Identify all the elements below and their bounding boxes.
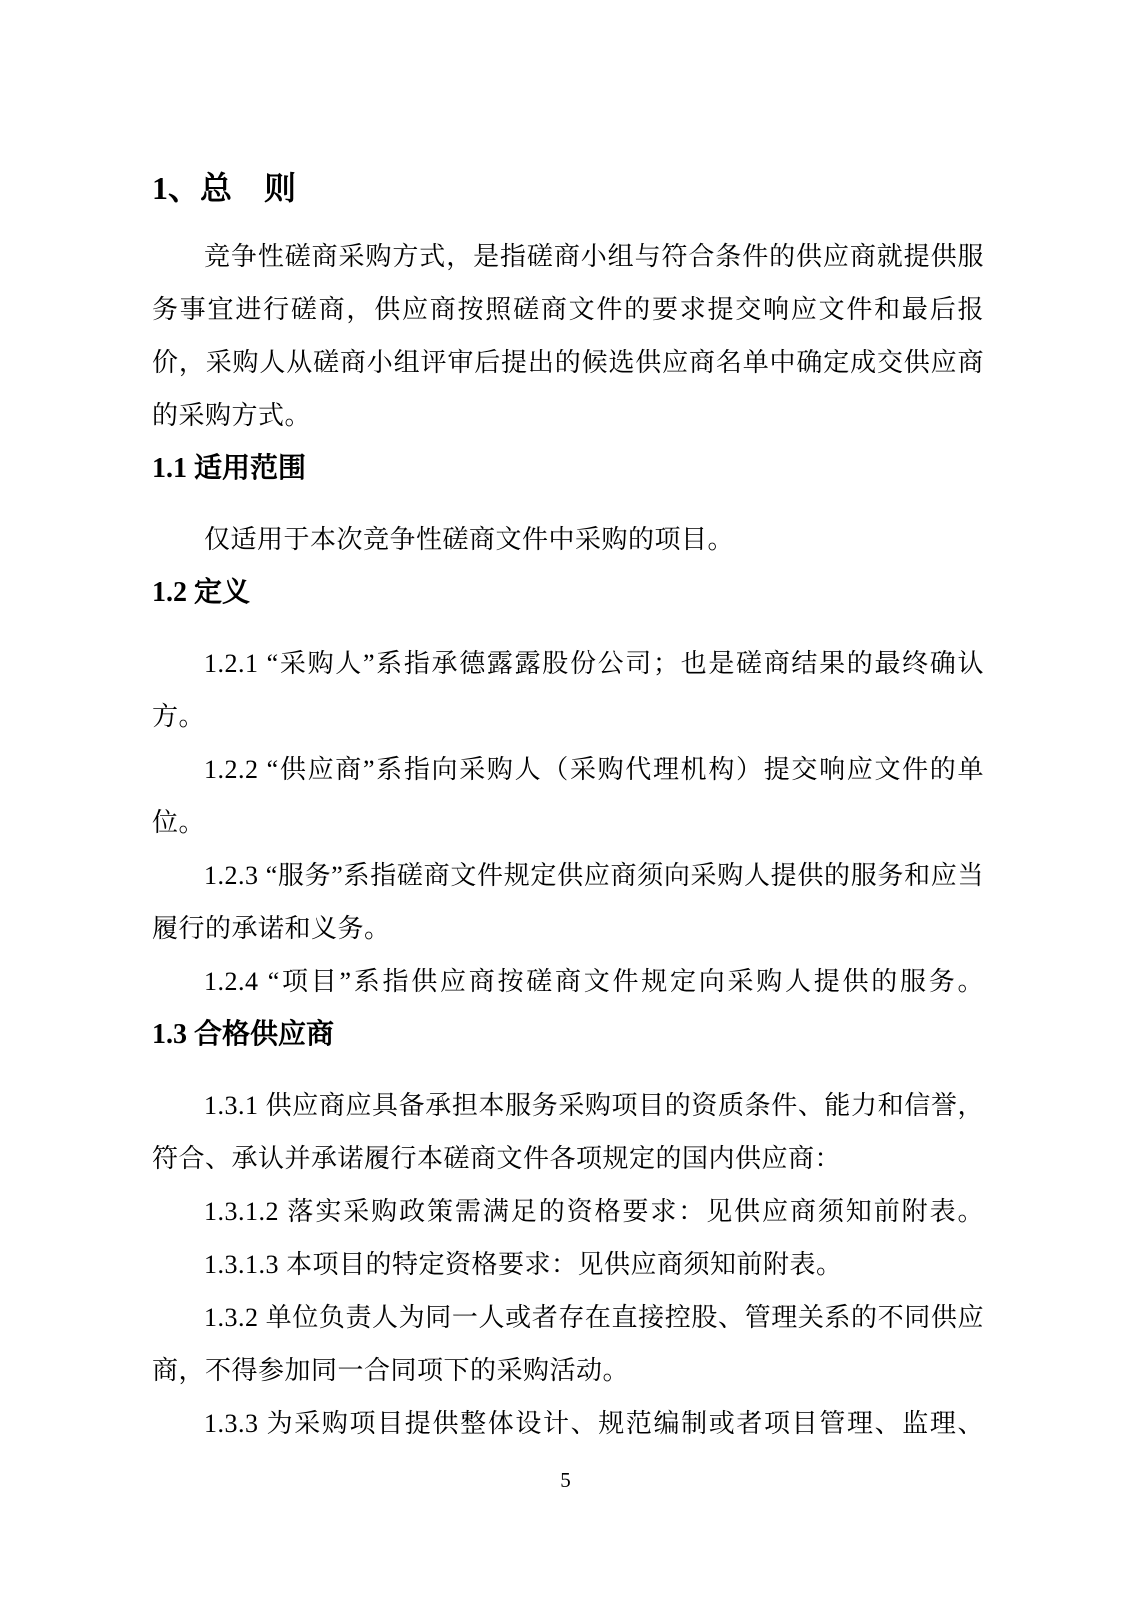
document-body bbox=[152, 160, 984, 1450]
paragraph-def-service: 1.2.3 “服务”系指磋商文件规定供应商须向采购人提供的服务和应当履行的承诺和义务。 bbox=[152, 861, 984, 943]
page-number: 5 bbox=[560, 1468, 571, 1492]
paragraph-policy-requirements: 1.3.1.2 落实采购政策需满足的资格要求：见供应商须知前附表。 bbox=[204, 1197, 984, 1226]
paragraph-def-supplier: 1.2.2 “供应商”系指向采购人（采购代理机构）提交响应文件的单位。 bbox=[152, 755, 984, 837]
section-heading-1-3: 1.3 合格供应商 bbox=[152, 1019, 335, 1050]
section-heading-1-2: 1.2 定义 bbox=[152, 577, 251, 608]
paragraph-qualified-supplier: 1.3.1 供应商应具备承担本服务采购项目的资质条件、能力和信誉，符合、承认并承诺履行本磋商文件各项规定的国内供应商： bbox=[152, 1091, 984, 1173]
chapter-heading: 1、总 则 bbox=[152, 170, 297, 206]
paragraph-design-services-rule: 1.3.3 为采购项目提供整体设计、规范编制或者项目管理、监理、 bbox=[204, 1409, 984, 1438]
paragraph-general-rules: 竞争性磋商采购方式，是指磋商小组与符合条件的供应商就提供服务事宜进行磋商，供应商按照磋商文件的要求提交响应文件和最后报价，采购人从磋商小组评审后提出的候选供应商名单中确定成交供应商的采购方式。 bbox=[152, 242, 984, 430]
section-heading-1-1: 1.1 适用范围 bbox=[152, 453, 307, 484]
paragraph-scope: 仅适用于本次竞争性磋商文件中采购的项目。 bbox=[204, 525, 735, 554]
paragraph-same-person-rule: 1.3.2 单位负责人为同一人或者存在直接控股、管理关系的不同供应商，不得参加同一合同项下的采购活动。 bbox=[152, 1303, 984, 1385]
paragraph-def-project: 1.2.4 “项目”系指供应商按磋商文件规定向采购人提供的服务。 bbox=[204, 967, 984, 996]
paragraph-specific-requirements: 1.3.1.3 本项目的特定资格要求：见供应商须知前附表。 bbox=[204, 1250, 843, 1279]
paragraph-def-purchaser: 1.2.1 “采购人”系指承德露露股份公司；也是磋商结果的最终确认方。 bbox=[152, 649, 984, 731]
